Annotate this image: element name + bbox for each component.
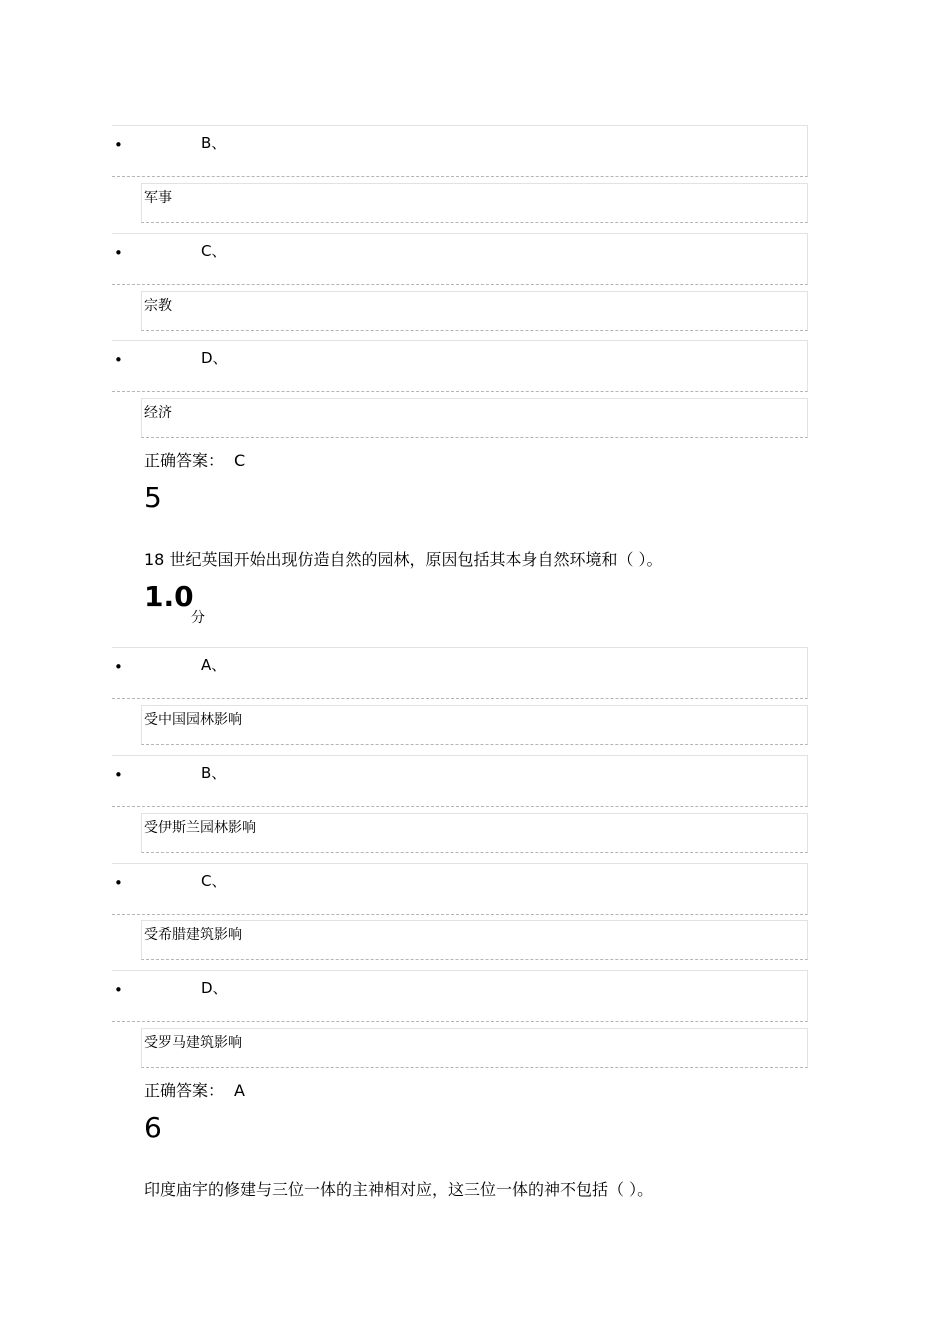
bullet-icon: • [114, 136, 123, 154]
option-text: 受伊斯兰园林影响 [144, 820, 256, 836]
option-letter: B、 [201, 134, 227, 152]
option-text-box-q4-b [141, 183, 808, 223]
option-text-box-q5-a [141, 705, 808, 745]
bullet-icon: • [114, 244, 123, 262]
answer-label: 正确答案： [144, 1081, 225, 1100]
answer-label: 正确答案： [144, 451, 225, 470]
answer-value: C [234, 451, 246, 470]
option-text: 受希腊建筑影响 [144, 927, 242, 943]
question-score: 1.0 [144, 580, 194, 613]
bullet-icon: • [114, 351, 123, 369]
option-row-q5-d[interactable] [112, 970, 808, 1022]
option-text: 受罗马建筑影响 [144, 1035, 242, 1051]
option-text-box-q4-d [141, 398, 808, 438]
question-number-6: 6 [144, 1111, 162, 1144]
correct-answer-q5 [144, 1081, 245, 1101]
option-letter: C、 [201, 872, 227, 890]
option-letter: B、 [201, 764, 227, 782]
option-row-q5-a[interactable] [112, 647, 808, 699]
option-text-box-q5-c [141, 920, 808, 960]
bullet-icon: • [114, 658, 123, 676]
option-text: 经济 [144, 405, 172, 421]
option-letter: C、 [201, 242, 227, 260]
option-letter: D、 [201, 349, 228, 367]
bullet-icon: • [114, 766, 123, 784]
score-unit: 分 [191, 610, 205, 626]
correct-answer-q4 [144, 451, 245, 471]
question-number-5: 5 [144, 481, 162, 514]
option-row-q5-b[interactable] [112, 755, 808, 807]
bullet-icon: • [114, 981, 123, 999]
option-text-box-q4-c [141, 291, 808, 331]
option-text-box-q5-d [141, 1028, 808, 1068]
option-row-q4-d[interactable] [112, 340, 808, 392]
option-text: 军事 [144, 190, 172, 206]
option-row-q4-c[interactable] [112, 233, 808, 285]
bullet-icon: • [114, 874, 123, 892]
answer-value: A [234, 1081, 245, 1100]
option-letter: D、 [201, 979, 228, 997]
option-letter: A、 [201, 656, 227, 674]
option-row-q5-c[interactable] [112, 863, 808, 915]
option-text-box-q5-b [141, 813, 808, 853]
option-text: 受中国园林影响 [144, 712, 242, 728]
option-text: 宗教 [144, 298, 172, 314]
option-row-q4-b[interactable] [112, 125, 808, 177]
question-text-6: 印度庙宇的修建与三位一体的主神相对应，这三位一体的神不包括（ ）。 [144, 1180, 654, 1199]
question-text-5: 18 世纪英国开始出现仿造自然的园林，原因包括其本身自然环境和（ ）。 [144, 550, 663, 569]
